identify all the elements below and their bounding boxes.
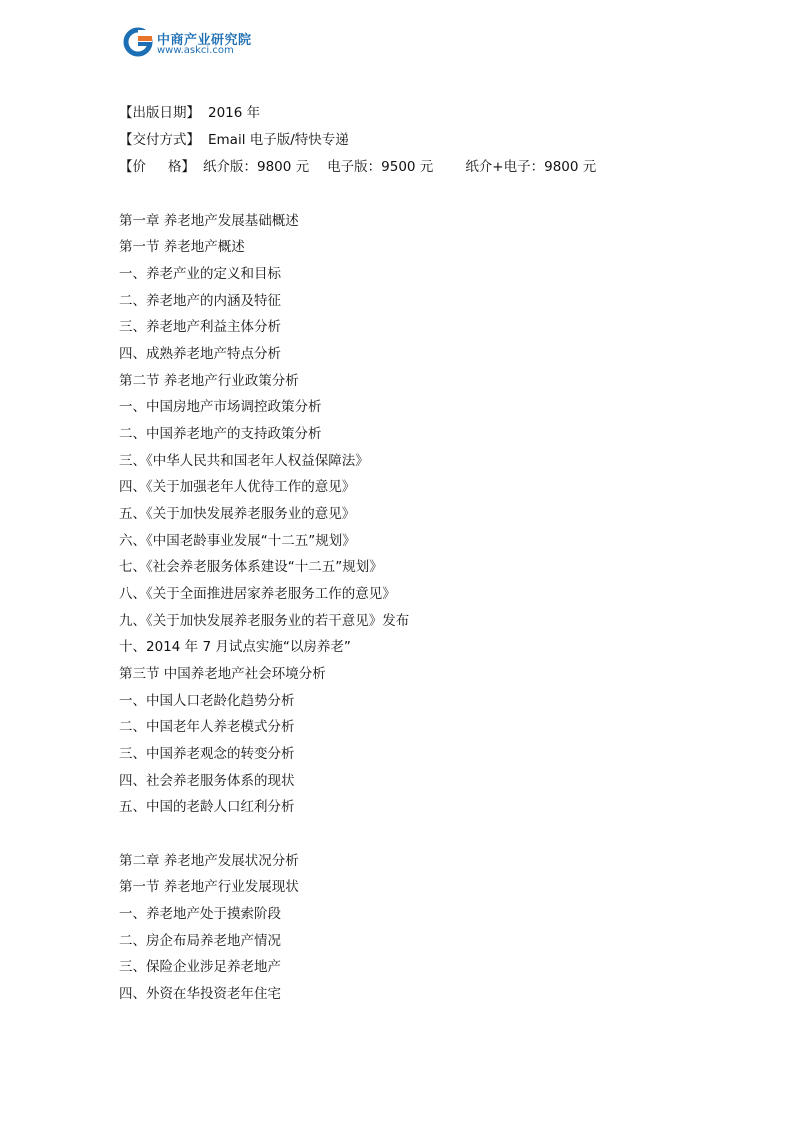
toc-item: 三、保险企业涉足养老地产 [119, 959, 281, 975]
toc-item: 四、成熟养老地产特点分析 [119, 346, 281, 362]
toc-item: 四、《关于加强老年人优待工作的意见》 [119, 479, 356, 495]
delivery-line [119, 131, 349, 149]
logo-mark-icon [123, 27, 153, 57]
delivery-value: Email 电子版/特快专递 [208, 132, 349, 148]
logo-url: www.askci.com [157, 45, 234, 56]
company-logo [123, 27, 303, 59]
toc-item: 九、《关于加快发展养老服务业的若干意见》发布 [119, 613, 410, 629]
price-label-right: 格】 [168, 159, 195, 175]
toc-item: 一、中国人口老龄化趋势分析 [119, 693, 295, 709]
toc-item: 一、养老地产处于摸索阶段 [119, 906, 281, 922]
section-heading: 第二节 养老地产行业政策分析 [119, 373, 299, 389]
price-label-left: 【价 [119, 159, 146, 175]
toc-item: 二、房企布局养老地产情况 [119, 933, 281, 949]
section-heading: 第一节 养老地产行业发展现状 [119, 879, 299, 895]
toc-item: 六、《中国老龄事业发展“十二五”规划》 [119, 533, 356, 549]
section-heading: 第一节 养老地产概述 [119, 239, 245, 255]
toc-item: 二、中国老年人养老模式分析 [119, 719, 295, 735]
toc-item: 四、社会养老服务体系的现状 [119, 773, 295, 789]
publish-date-label: 【出版日期】 [119, 105, 200, 121]
publish-date-value: 2016 年 [208, 105, 261, 121]
chapter-heading: 第一章 养老地产发展基础概述 [119, 213, 299, 229]
toc-item: 五、《关于加快发展养老服务业的意见》 [119, 506, 356, 522]
toc-item: 八、《关于全面推进居家养老服务工作的意见》 [119, 586, 396, 602]
toc-item: 三、《中华人民共和国老年人权益保障法》 [119, 453, 369, 469]
toc-item: 四、外资在华投资老年住宅 [119, 986, 281, 1002]
toc-item: 一、中国房地产市场调控政策分析 [119, 399, 322, 415]
delivery-label: 【交付方式】 [119, 132, 200, 148]
toc-item: 十、2014 年 7 月试点实施“以房养老” [119, 639, 351, 655]
toc-item: 一、养老产业的定义和目标 [119, 266, 281, 282]
toc-item: 五、中国的老龄人口红利分析 [119, 799, 295, 815]
price-both: 纸介+电子：9800 元 [465, 159, 597, 175]
chapter-heading: 第二章 养老地产发展状况分析 [119, 853, 299, 869]
logo-name: 中商产业研究院 [157, 33, 252, 48]
toc-item: 二、中国养老地产的支持政策分析 [119, 426, 322, 442]
section-heading: 第三节 中国养老地产社会环境分析 [119, 666, 326, 682]
toc-item: 三、养老地产利益主体分析 [119, 319, 281, 335]
publish-date-line [119, 104, 260, 122]
price-paper: 纸介版：9800 元 [203, 159, 310, 175]
price-electronic: 电子版：9500 元 [327, 159, 434, 175]
price-line [119, 158, 596, 176]
toc-item: 二、养老地产的内涵及特征 [119, 293, 281, 309]
toc-item: 三、中国养老观念的转变分析 [119, 746, 295, 762]
toc-item: 七、《社会养老服务体系建设“十二五”规划》 [119, 559, 383, 575]
